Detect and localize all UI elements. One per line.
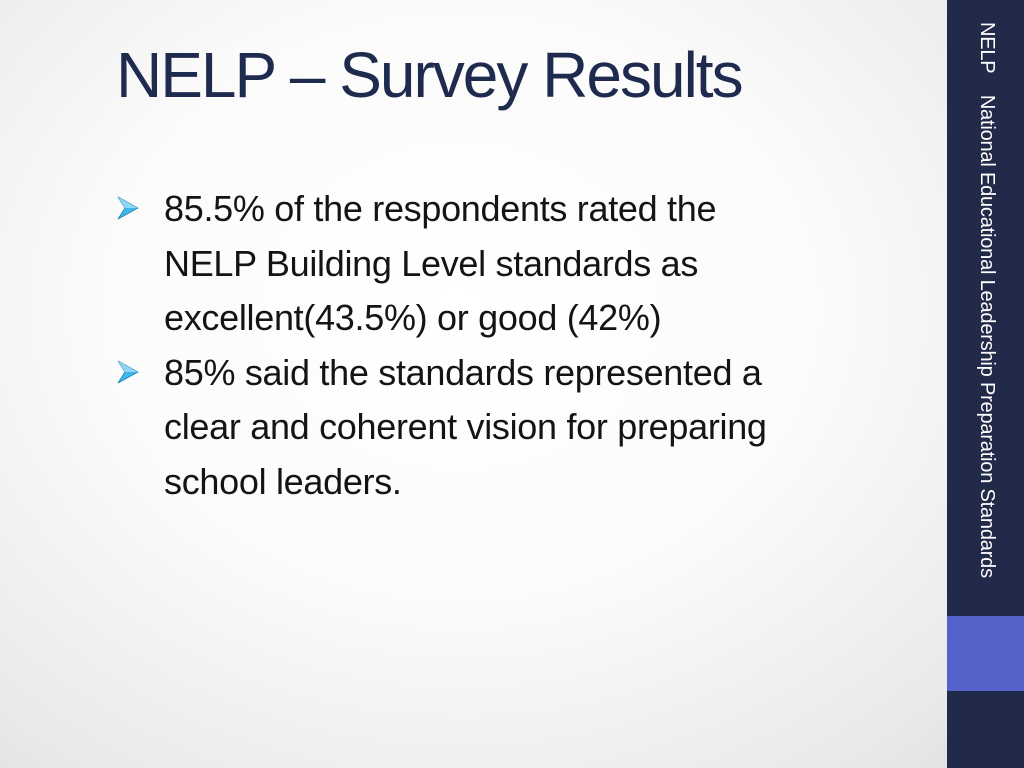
bullet-line: excellent(43.5%) or good (42%) [164,297,662,338]
sidebar-abbreviation: NELP [976,22,998,74]
sidebar-full-name: National Educational Leadership Preparation Standards [976,94,998,578]
bullet-line: clear and coherent vision for preparing [164,406,767,447]
bullet-line: NELP Building Level standards as [164,242,699,284]
slide-title: NELP – Survey Results [116,39,742,111]
bullet-line: 85% said the standards represented a [164,351,762,393]
bullet-item [116,182,916,346]
bullet-line: school leaders. [164,460,402,502]
sidebar-label [974,22,998,672]
bullet-list [116,182,916,509]
arrowhead-bullet-icon [116,196,140,220]
bullet-item [116,346,916,510]
arrowhead-bullet-icon [116,360,140,384]
bullet-text [164,346,916,510]
bullet-text [164,182,916,346]
bullet-line: 85.5% of the respondents rated the [164,188,717,229]
